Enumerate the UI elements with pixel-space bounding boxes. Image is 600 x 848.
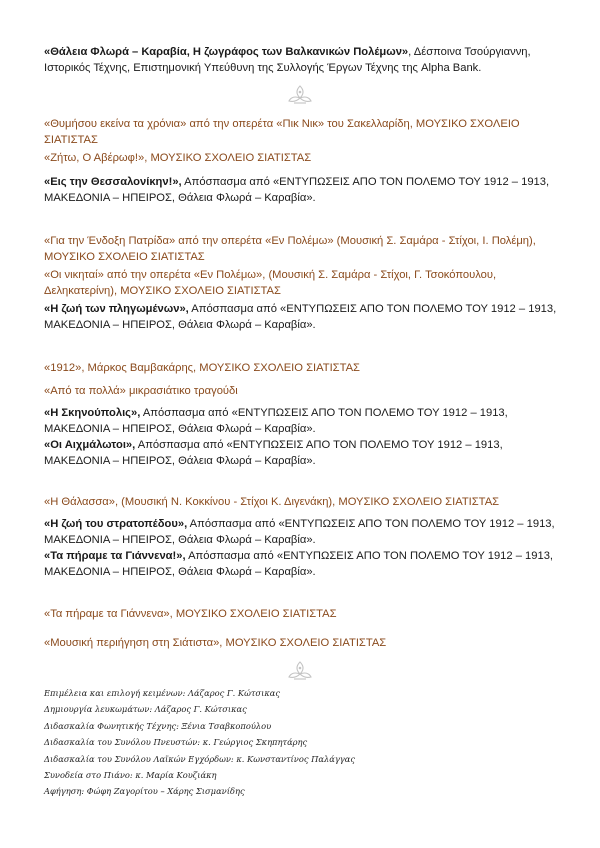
credit-line: Διδασκαλία Φωνητικής Τέχνης: Ξένια Τσαβκοπούλου (44, 720, 272, 731)
credit-line: Συνοδεία στο Πιάνο: κ. Μαρία Κουζιάκη (44, 770, 217, 781)
intro-text: , Δέσποινα Τσούργιαννη, Ιστορικός Τέχνης, Επιστημονική Υπεύθυνη της Συλλογής Έργων Τέχνης της Alpha Bank. (44, 46, 531, 74)
section5-song2: «Μουσική περιήγηση στη Σιάτιστα», ΜΟΥΣΙΚΟ ΣΧΟΛΕΙΟ ΣΙΑΤΙΣΤΑΣ (44, 637, 387, 649)
section3-song1: «1912», Μάρκος Βαμβακάρης, ΜΟΥΣΙΚΟ ΣΧΟΛΕΙΟ ΣΙΑΤΙΣΤΑΣ (44, 362, 360, 374)
credits-list (44, 685, 564, 800)
intro-paragraph (44, 44, 564, 76)
section4-song1: «Η Θάλασσα», (Μουσική Ν. Κοκκίνου - Στίχοι Κ. Διγενάκη), ΜΟΥΣΙΚΟ ΣΧΟΛΕΙΟ ΣΙΑΤΙΣΤΑΣ (44, 496, 500, 508)
section2-reading (44, 301, 564, 333)
section1-reading-title: «Εις την Θεσσαλονίκην!», (44, 176, 182, 188)
section2-reading-text: Απόσπασμα από «ΕΝΤΥΠΩΣΕΙΣ ΑΠΟ ΤΟΝ ΠΟΛΕΜΟ ΤΟΥ 1912 – 1913, ΜΑΚΕΔΟΝΙΑ – ΗΠΕΙΡΟΣ, Θάλεια Φλωρά – Καραβία». (44, 303, 557, 331)
section2-reading-title: «Η ζωή των πληγωμένων», (44, 303, 189, 315)
section4-reading1-text: Απόσπασμα από «ΕΝΤΥΠΩΣΕΙΣ ΑΠΟ ΤΟΝ ΠΟΛΕΜΟ ΤΟΥ 1912 – 1913, ΜΑΚΕΔΟΝΙΑ – ΗΠΕΙΡΟΣ, Θάλεια Φλωρά – Καραβία». (44, 518, 555, 546)
credit-line: Επιμέλεια και επιλογή κειμένων: Λάζαρος Γ. Κώτσικας (44, 688, 281, 698)
section4-reading1 (44, 516, 564, 548)
fleuron-ornament-icon (285, 660, 315, 682)
section5-song1: «Τα πήραμε τα Γιάννενα», ΜΟΥΣΙΚΟ ΣΧΟΛΕΙΟ ΣΙΑΤΙΣΤΑΣ (44, 608, 337, 620)
section3-reading2 (44, 437, 564, 469)
section4-reading1-title: «Η ζωή του στρατοπέδου», (44, 518, 188, 530)
section1-song1: «Θυμήσου εκείνα τα χρόνια» από την οπερέτα «Πικ Νικ» του Σακελλαρίδη, ΜΟΥΣΙΚΟ ΣΧΟΛΕΙΟ ΣΙΑΤΙΣΤΑΣ (44, 118, 520, 146)
section4-reading2 (44, 548, 564, 580)
section3-reading2-text: Απόσπασμα από «ΕΝΤΥΠΩΣΕΙΣ ΑΠΟ ΤΟΝ ΠΟΛΕΜΟ ΤΟΥ 1912 – 1913, ΜΑΚΕΔΟΝΙΑ – ΗΠΕΙΡΟΣ, Θάλεια Φλωρά – Καραβία». (44, 439, 503, 467)
section1-reading-text: Απόσπασμα από «ΕΝΤΥΠΩΣΕΙΣ ΑΠΟ ΤΟΝ ΠΟΛΕΜΟ ΤΟΥ 1912 – 1913, ΜΑΚΕΔΟΝΙΑ – ΗΠΕΙΡΟΣ, Θάλεια Φλωρά – Καραβία». (44, 176, 550, 204)
section3-reading1-text: Απόσπασμα από «ΕΝΤΥΠΩΣΕΙΣ ΑΠΟ ΤΟΝ ΠΟΛΕΜΟ ΤΟΥ 1912 – 1913, ΜΑΚΕΔΟΝΙΑ – ΗΠΕΙΡΟΣ, Θάλεια Φλωρά – Καραβία». (44, 407, 508, 435)
section2-song2: «Οι νικηταί» από την οπερέτα «Εν Πολέμω», (Μουσική Σ. Σαμάρα - Στίχοι, Γ. Τσοκόπουλου, Δεληκατερίνη), ΜΟΥΣΙΚΟ ΣΧΟΛΕΙΟ ΣΙΑΤΙΣΤΑΣ (44, 269, 497, 297)
section1-song2: «Ζήτω, Ο Αβέρωφ!», ΜΟΥΣΙΚΟ ΣΧΟΛΕΙΟ ΣΙΑΤΙΣΤΑΣ (44, 152, 312, 164)
section3-song2: «Από τα πολλά» μικρασιάτικο τραγούδι (44, 385, 238, 397)
section4-reading2-text: Απόσπασμα από «ΕΝΤΥΠΩΣΕΙΣ ΑΠΟ ΤΟΝ ΠΟΛΕΜΟ ΤΟΥ 1912 – 1913, ΜΑΚΕΔΟΝΙΑ – ΗΠΕΙΡΟΣ, Θάλεια Φλωρά – Καραβία». (44, 550, 554, 578)
section3-reading1 (44, 405, 564, 437)
section3-reading2-title: «Οι Αιχμάλωτοι», (44, 439, 136, 451)
credit-line: Διδασκαλία του Συνόλου Πνευστών: κ. Γεώργιος Σκηπητάρης (44, 737, 308, 748)
intro-title: «Θάλεια Φλωρά – Καραβία, Η ζωγράφος των Βαλκανικών Πολέμων» (44, 46, 409, 58)
credit-line: Διδασκαλία του Συνόλου Λαϊκών Εγχόρδων: κ. Κωνσταντίνος Παλάγγας (44, 753, 355, 764)
credit-line: Δημιουργία λευκωμάτων: Λάζαρος Γ. Κώτσικας (44, 704, 247, 715)
credit-line: Αφήγηση: Φώφη Ζαγορίτου – Χάρης Σισμανίδης (44, 786, 245, 797)
section4-reading2-title: «Τα πήραμε τα Γιάννενα!», (44, 550, 186, 562)
section3-reading1-title: «Η Σκηνούπολις», (44, 407, 141, 419)
fleuron-ornament-icon (285, 84, 315, 106)
section2-song1: «Για την Ένδοξη Πατρίδα» από την οπερέτα «Εν Πολέμω» (Μουσική Σ. Σαμάρα - Στίχοι, Ι. Πολέμη), ΜΟΥΣΙΚΟ ΣΧΟΛΕΙΟ ΣΙΑΤΙΣΤΑΣ (44, 235, 536, 263)
section1-reading (44, 174, 564, 206)
